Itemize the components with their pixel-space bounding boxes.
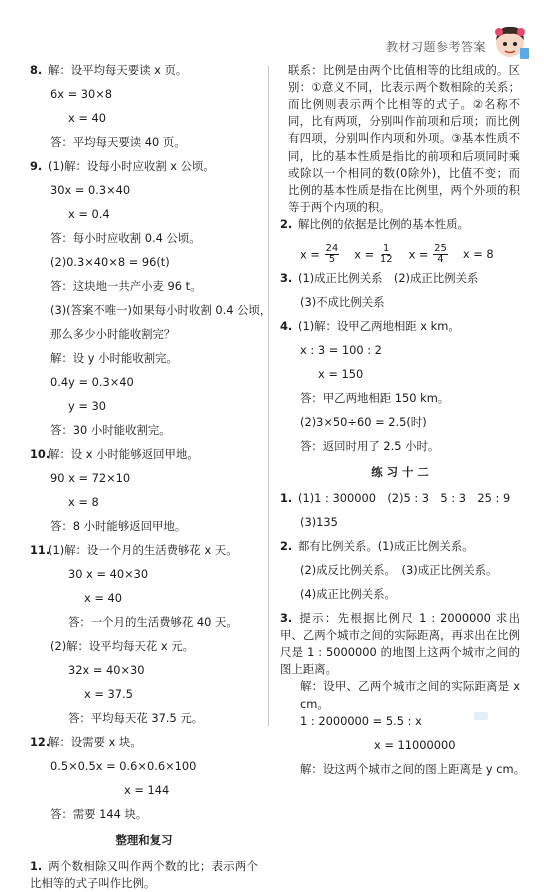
answer-text: 答：平均每天花 37.5 元。 <box>68 711 204 725</box>
answer-line <box>30 518 258 542</box>
answer-line <box>280 294 520 318</box>
answer-text: 解：设 y 小时能收割完。 <box>50 351 178 365</box>
answer-text: (1)解：设甲乙两地相距 x km。 <box>298 318 460 333</box>
answer-text: 解：设这两个城市之间的图上距离是 y cm。 <box>300 761 525 776</box>
answer-line <box>280 414 520 438</box>
left-column <box>30 62 272 891</box>
answer-text: 解：设 x 小时能够返回甲地。 <box>48 447 199 461</box>
answer-line <box>280 342 520 366</box>
answer-text: y = 30 <box>68 399 107 413</box>
answer-line <box>30 614 258 638</box>
answer-text: 1 : 2000000 = 5.5 : x <box>300 713 422 728</box>
answer-2 <box>280 216 520 240</box>
answer-line <box>30 62 258 86</box>
answer-text: (4)成正比例关系。 <box>300 586 396 601</box>
answer-text: (2)成反比例关系。 (3)成正比例关系。 <box>300 562 498 577</box>
page-header <box>0 0 544 62</box>
answer-line <box>30 758 258 782</box>
answer-line <box>280 390 520 414</box>
question-number: 4. <box>280 318 293 333</box>
comparison-paragraph: 联系：比例是由两个比值相等的比组成的。区别：①意义不同，比表示两个数相除的关系；而比例则表示两个比相等的式子。②名称不同，比有两项，分别叫作前项和后项；而比例有四项，分别叫作内项和外项。③基本性质不同，比的基本性质是指比的前项和后项同时乘或除以一个相同的数(0除外)，比值不变；而比例的基本性质是指在比例里，两个外项的积等于两个内项的积。 <box>288 63 520 214</box>
answer-text: x = 150 <box>318 366 364 381</box>
answer-line <box>30 206 258 230</box>
question-number: 1. <box>30 859 43 873</box>
fraction-answer: x = $\frac{25}{4}$ <box>408 242 447 266</box>
answer-line <box>30 278 258 302</box>
answer-line <box>30 566 258 590</box>
answer-text: 那么多少小时能收割完？ <box>50 327 176 341</box>
answer-text: 0.4y = 0.3×40 <box>50 375 134 389</box>
right-answer-lines <box>280 270 520 462</box>
answer-line <box>30 470 258 494</box>
answer-text: 答：需要 144 块。 <box>50 807 148 821</box>
answer-line <box>30 134 258 158</box>
answer-text: 答：平均每天要读 40 页。 <box>50 135 186 149</box>
review-answer-1 <box>30 858 258 892</box>
answer-text: (2)解：设平均每天花 x 元。 <box>50 639 195 653</box>
answer-text: (1)成正比例关系 (2)成正比例关系 <box>298 270 479 285</box>
question-number: 12. <box>30 735 51 749</box>
answer-line <box>280 562 520 586</box>
answer-text: (2)0.3×40×8 = 96(t) <box>50 255 170 269</box>
answer-line <box>280 318 520 342</box>
fraction-answer: x = $\frac{24}{5}$ <box>300 242 339 266</box>
answer-line <box>280 438 520 462</box>
answer-text: 答：返回时用了 2.5 小时。 <box>300 438 440 453</box>
section-title-review: 整理和复习 <box>115 833 173 847</box>
answer-line <box>30 638 258 662</box>
answer-text: (1)1 : 300000 (2)5 : 3 5 : 3 25 : 9 <box>298 490 511 505</box>
question-number: 3. <box>280 610 293 625</box>
answer-line <box>30 734 258 758</box>
denominator: 5 <box>328 254 336 266</box>
denominator: 12 <box>379 254 393 266</box>
answer-line <box>30 326 258 350</box>
question-number: 2. <box>280 538 293 553</box>
answer-line <box>30 158 258 182</box>
answer-text: 30x = 0.3×40 <box>50 183 131 197</box>
answer-line <box>30 374 258 398</box>
answer-text: 解：设需要 x 块。 <box>48 735 142 749</box>
variable: x <box>408 247 416 262</box>
answer-line <box>30 302 272 326</box>
question-number: 8. <box>30 63 43 77</box>
answer-line <box>30 230 258 254</box>
right-column <box>280 62 525 776</box>
numerator: 1 <box>383 242 390 254</box>
answer-line <box>280 538 520 562</box>
answer-3-hint <box>280 610 520 678</box>
answer-text: x : 3 = 100 : 2 <box>300 342 382 357</box>
answer-line <box>30 422 258 446</box>
final-answer: x = 8 <box>462 247 494 262</box>
answer-text: 解：设平均每天要读 x 页。 <box>48 63 188 77</box>
answer-text: 两个数相除又叫作两个数的比；表示两个比相等的式子叫作比例。 <box>30 859 258 891</box>
answer-line <box>30 182 258 206</box>
answer-text: 32x = 40×30 <box>68 663 145 677</box>
fraction-answer: x = $\frac{1}{12}$ <box>354 242 393 266</box>
answer-text: x = 37.5 <box>84 687 133 701</box>
answer-line <box>280 270 520 294</box>
answer-text: (3)不成比例关系 <box>300 294 385 309</box>
column-divider <box>268 66 269 726</box>
answer-line <box>280 490 520 514</box>
answer-line <box>30 494 258 518</box>
numerator: 24 <box>325 242 339 254</box>
answer-text: (1)解：设每小时应收割 x 公顷。 <box>48 159 215 173</box>
question-number: 3. <box>280 270 293 285</box>
answer-line <box>30 254 258 278</box>
answer-line <box>30 662 258 686</box>
answer-line <box>30 398 258 422</box>
answer-text: 答：一个月的生活费够花 40 天。 <box>68 615 238 629</box>
variable: x <box>354 247 362 262</box>
variable: x <box>300 247 307 262</box>
answer-line <box>280 586 520 610</box>
denominator: 4 <box>437 254 444 266</box>
answer-text: 90 x = 72×10 <box>50 471 131 485</box>
answer-text: 答：每小时应收割 0.4 公顷。 <box>50 231 201 245</box>
answer-line <box>30 590 258 614</box>
answer-text: 6x = 30×8 <box>50 87 113 101</box>
question-number: 2. <box>280 216 293 231</box>
answer-text: x = 40 <box>84 591 123 605</box>
mascot-logo-icon <box>490 22 530 62</box>
question-number: 11. <box>30 543 51 557</box>
answer-text: (1)解：设一个月的生活费够花 x 天。 <box>48 543 238 557</box>
answer-text: (2)3×50÷60 = 2.5(时) <box>300 414 427 429</box>
answer-line <box>30 350 258 374</box>
answer-line <box>30 110 258 134</box>
question-number: 1. <box>280 490 293 505</box>
answer-line <box>280 737 520 761</box>
answer-text: x = 144 <box>124 783 170 797</box>
answer-text: x = 8 <box>68 495 99 509</box>
exercise-12-lines <box>280 490 520 610</box>
answer-text: 答：8 小时能够返回甲地。 <box>50 519 187 533</box>
answer-line <box>30 806 258 830</box>
answer-line <box>30 446 258 470</box>
section-title-exercise-12: 练 习 十 二 <box>371 464 429 479</box>
answer-line <box>30 86 258 110</box>
answer-text: 都有比例关系。(1)成正比例关系。 <box>298 538 474 553</box>
answer-line <box>30 542 258 566</box>
answer-text: x = 11000000 <box>374 737 456 752</box>
fraction <box>325 244 340 266</box>
answer-text: 30 x = 40×30 <box>68 567 149 581</box>
answer-text: 答：30 小时能收割完。 <box>50 423 171 437</box>
answer-3-solution: 解：设甲、乙两个城市之间的实际距离是 x cm。 <box>300 679 520 711</box>
answer-line <box>30 710 258 734</box>
fraction-answers <box>280 240 520 270</box>
fraction <box>433 244 448 266</box>
answer-line <box>30 782 258 806</box>
answer-3-lines <box>280 713 525 785</box>
header-title: 教材习题参考答案 <box>385 40 486 54</box>
answer-text: 答：这块地一共产小麦 96 t。 <box>50 279 202 293</box>
answer-text: (3)(答案不唯一)如果每小时收割 0.4 公顷， <box>50 303 272 317</box>
answer-text: x = 0.4 <box>68 207 110 221</box>
answer-line <box>280 514 520 538</box>
page-corner-mark <box>474 712 488 720</box>
fraction <box>379 244 394 266</box>
answer-line <box>30 686 258 710</box>
answer-text: 解比例的依据是比例的基本性质。 <box>298 216 469 231</box>
question-number: 10. <box>30 447 51 461</box>
answer-text: 0.5×0.5x = 0.6×0.6×100 <box>50 759 197 773</box>
question-number: 9. <box>30 159 43 173</box>
numerator: 25 <box>434 242 447 254</box>
answer-line <box>280 761 525 785</box>
answer-line <box>280 366 520 390</box>
answer-text: 提示：先根据比例尺 1 : 2000000 求出甲、乙两个城市之间的实际距离，再求出在比例尺是 1 : 5000000 的地图上这两个城市之间的图上距离。 <box>280 610 520 677</box>
answer-text: (3)135 <box>300 514 338 529</box>
answer-text: 答：甲乙两地相距 150 km。 <box>300 390 450 405</box>
left-answer-lines <box>30 62 272 830</box>
answer-text: x = 40 <box>68 111 107 125</box>
